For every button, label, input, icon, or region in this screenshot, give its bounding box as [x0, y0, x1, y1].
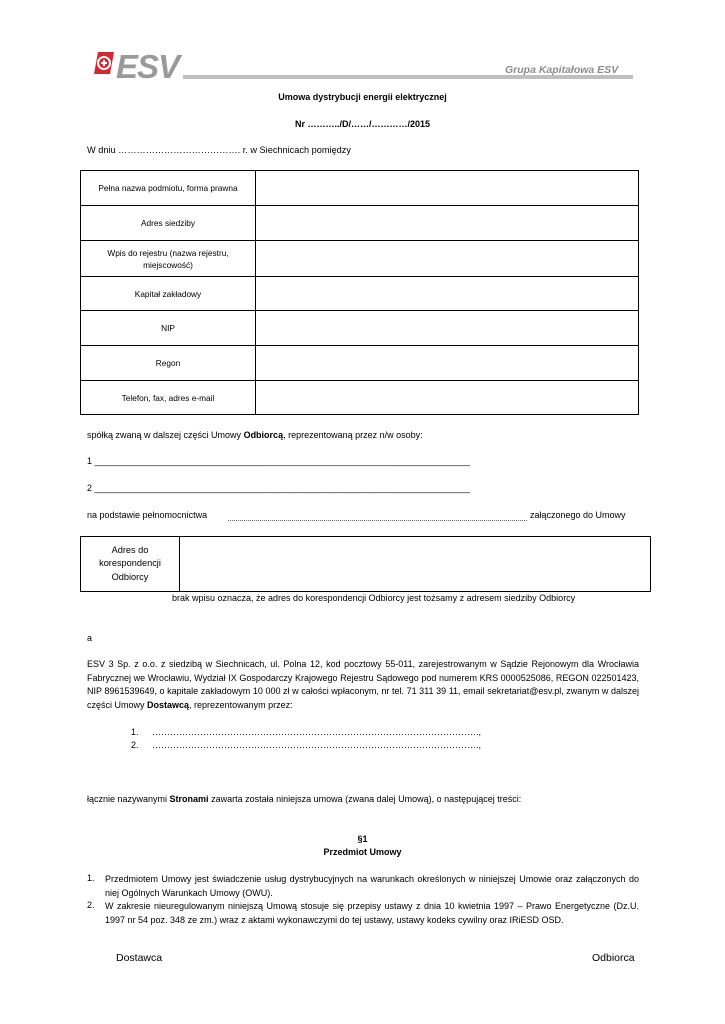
section-item-text: Przedmiotem Umowy jest świadczenie usług dystrybucyjnych na warunkach określonych w niniejszej Umowie oraz załączonych do niej Ogólnych Warunkach Umowy (OWU).: [105, 874, 639, 898]
and-word: a: [87, 633, 93, 643]
table-row: [81, 381, 639, 415]
supplier-rep-line[interactable]: ……………………………………………………………………………………………….,: [152, 727, 482, 737]
party-label: Wpis do rejestru (nazwa rejestru, miejscowość): [81, 241, 256, 277]
representative-line-1[interactable]: 1 ___________________________________________________________________________: [87, 456, 470, 466]
table-row: [81, 277, 639, 311]
document-title: Umowa dystrybucji energii elektrycznej: [278, 92, 447, 102]
represent-prefix: spółką zwaną w dalszej części Umowy: [87, 430, 244, 440]
table-row: [81, 346, 639, 381]
contract-number: Nr ………../D/……/…………/2015: [294, 119, 431, 129]
parties-suffix: zawarta została niniejsza umowa (zwana dalej Umową), o następującej treści:: [208, 794, 522, 804]
date-line: W dniu …………………………………. r. w Siechnicach pomiędzy: [87, 145, 351, 155]
table-row: [81, 206, 639, 241]
party-value-field[interactable]: [256, 277, 639, 311]
section-item-number: 1.: [87, 873, 95, 883]
party-label: Regon: [81, 346, 256, 381]
section-number: §1: [357, 834, 368, 844]
correspondence-note: brak wpisu oznacza, że adres do korespondencji Odbiorcy jest tożsamy z adresem siedziby Odbiorcy: [172, 593, 576, 603]
party-value-field[interactable]: [256, 346, 639, 381]
table-row: [81, 311, 639, 346]
section-item-number: 2.: [87, 900, 95, 910]
supplier-paragraph: [87, 658, 639, 712]
esv-logo-text: ESV: [116, 48, 180, 85]
party-label: NIP: [81, 311, 256, 346]
supplier-bold: Dostawcą: [147, 699, 190, 710]
represent-line: [87, 430, 423, 440]
section-item-text: W zakresie nieuregulowanym niniejszą Umową stosuje się przepisy ustawy z dnia 10 kwietnia 1997 – Prawo Energetyczne (Dz.U. 1997 nr 54 poz. 348 ze zm.) wraz z aktami wykonawczymi do tej ustawy, ustawy kodeks cywilny oraz IRiESD OSD.: [105, 901, 639, 925]
parties-prefix: łącznie nazywanymi: [87, 794, 170, 804]
proxy-field[interactable]: [228, 520, 527, 521]
section-title: Przedmiot Umowy: [323, 847, 402, 857]
represent-suffix: , reprezentowaną przez n/w osoby:: [283, 430, 423, 440]
proxy-suffix: załączonego do Umowy: [530, 510, 626, 520]
supplier-rep-line[interactable]: ……………………………………………………………………………………………….,: [152, 740, 482, 750]
correspondence-table: [80, 536, 651, 592]
party-label: Telefon, fax, adres e-mail: [81, 381, 256, 415]
parties-line: [87, 794, 521, 804]
supplier-text: ESV 3 Sp. z o.o. z siedzibą w Siechnicach, ul. Polna 12, kod pocztowy 55-011, zarejestrowanym w Sądzie Rejonowym dla Wrocławia Fabrycznej we Wrocławiu, Wydział IX Gospodarczy Krajowego Rejestru Sądowego pod numerem KRS 0000525086, REGON 022501423, NIP 8961539649, o kapitale zakładowym 10 000 zł w całości wpłaconym, nr tel. 71 311 39 11, email sekretariat@esv.pl, zwanym w dalszej części Umowy: [87, 659, 639, 710]
correspondence-field[interactable]: [180, 537, 651, 592]
footer-supplier: Dostawca: [116, 952, 163, 964]
proxy-prefix: na podstawie pełnomocnictwa: [87, 510, 208, 520]
table-row: [81, 537, 651, 592]
party-value-field[interactable]: [256, 381, 639, 415]
supplier-rep-number: 2.: [131, 740, 139, 750]
represent-bold: Odbiorcą: [243, 430, 284, 440]
correspondence-label: Adres do korespondencji Odbiorcy: [81, 537, 180, 592]
party-value-field[interactable]: [256, 171, 639, 206]
footer-recipient: Odbiorca: [592, 952, 635, 964]
party-value-field[interactable]: [256, 311, 639, 346]
party-label: Pełna nazwa podmiotu, forma prawna: [81, 171, 256, 206]
table-row: [81, 171, 639, 206]
representative-line-2[interactable]: 2 ___________________________________________________________________________: [87, 483, 470, 493]
esv-logo-icon: [92, 50, 118, 76]
party-table: [80, 170, 639, 415]
party-label: Kapitał zakładowy: [81, 277, 256, 311]
supplier-rep-number: 1.: [131, 727, 139, 737]
table-row: [81, 241, 639, 277]
group-name: Grupa Kapitałowa ESV: [505, 64, 619, 76]
party-label: Adres siedziby: [81, 206, 256, 241]
parties-bold: Stronami: [169, 794, 209, 804]
party-value-field[interactable]: [256, 206, 639, 241]
supplier-end: , reprezentowanym przez:: [189, 699, 293, 710]
party-value-field[interactable]: [256, 241, 639, 277]
